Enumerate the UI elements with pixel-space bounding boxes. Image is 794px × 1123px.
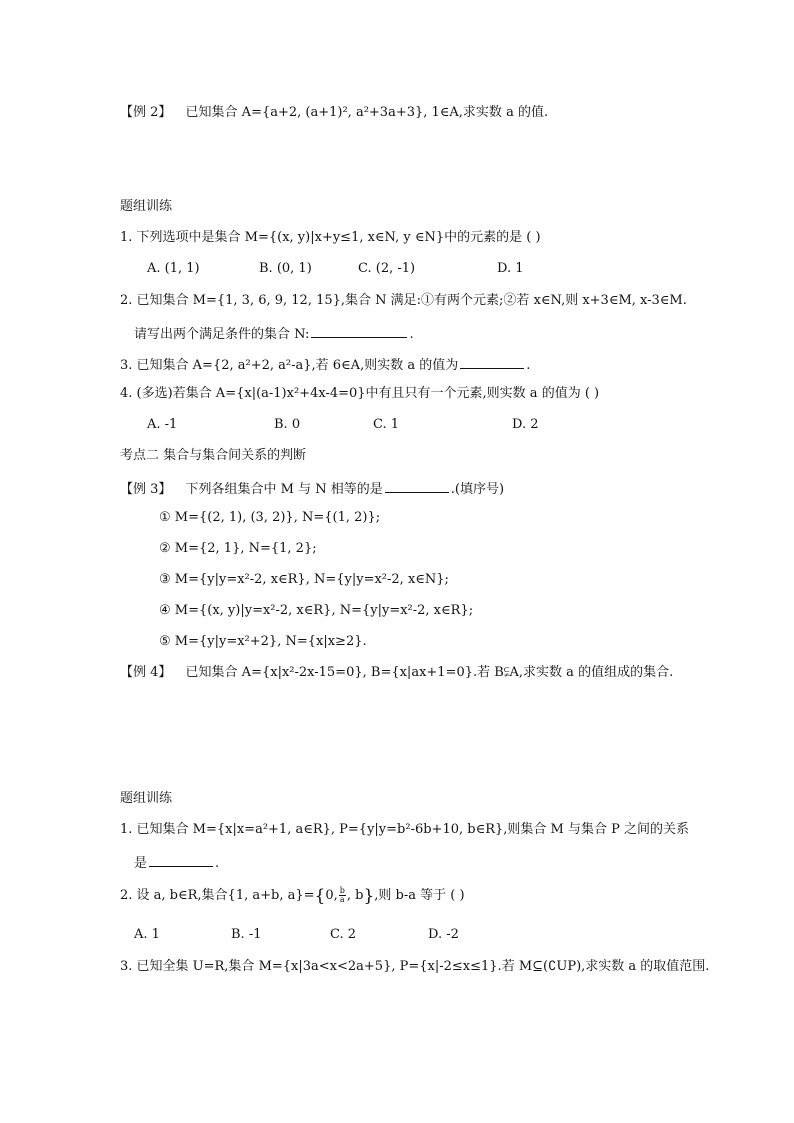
question-2-2-suffix: ,则 b-a 等于 ( ) [374,888,465,903]
example-2-text: 已知集合 A={a+2, (a+1)², a²+3a+3}, 1∈A,求实数 a 的值. [185,105,549,120]
question-1-3-text: 3. 已知集合 A={2, a²+2, a²-a},若 6∈A,则实数 a 的值为 [120,358,459,373]
example-3-item-1: ① M={(2, 1), (3, 2)}, N={(1, 2)}; [159,510,381,525]
answer-blank[interactable] [149,852,213,867]
q1-1-option-c: C. (2, -1) [358,261,416,276]
set-close-brace: } [363,886,375,906]
set-open-brace: { [314,886,326,906]
question-2-1-end: . [215,856,220,871]
example-4-label: 【例 4】 [120,665,172,680]
question-2-1-prompt: 是 [134,856,148,871]
example-2 [120,104,548,122]
q1-1-option-b: B. (0, 1) [259,261,312,276]
question-1-2-prompt: 请写出两个满足条件的集合 N: [134,327,310,342]
q1-4-option-d: D. 2 [512,417,539,432]
q1-4-option-a: A. -1 [147,417,178,432]
fraction-denominator: a [339,895,345,904]
answer-blank[interactable] [385,478,449,493]
question-2-1-line1: 1. 已知集合 M={x|x=a²+1, a∈R}, P={y|y=b²-6b+10, b∈R},则集合 M 与集合 P 之间的关系 [120,822,689,837]
set-first-element: 0, [325,888,338,903]
example-3-item-2: ② M={2, 1}, N={1, 2}; [159,541,317,556]
example-3-text: 下列各组集合中 M 与 N 相等的是 [185,482,383,497]
fraction-numerator: b [339,886,345,895]
q2-2-option-a: A. 1 [134,927,160,942]
answer-blank[interactable] [460,354,524,369]
question-1-3 [120,354,530,375]
question-2-2 [120,887,465,905]
question-2-3: 3. 已知全集 U=R,集合 M={x|3a<x<2a+5}, P={x|-2≤x≤1}.若 M⊆(∁UP),求实数 a 的取值范围. [120,959,710,974]
q1-4-option-c: C. 1 [373,417,400,432]
example-3 [120,478,504,499]
question-1-3-end: . [526,358,531,373]
q2-2-option-c: C. 2 [330,927,357,942]
question-1-2-line2 [134,323,414,344]
set-last-element: , b [346,888,364,903]
example-4 [120,664,673,682]
q1-1-option-d: D. 1 [497,261,524,276]
example-3-item-5: ⑤ M={y|y=x²+2}, N={x|x≥2}. [159,634,367,649]
question-1-2-end: . [409,327,414,342]
example-2-label: 【例 2】 [120,105,172,120]
example-3-item-4: ④ M={(x, y)|y=x²-2, x∈R}, N={y|y=x²-2, x∈R}; [159,603,474,618]
question-1-1: 1. 下列选项中是集合 M={(x, y)|x+y≤1, x∈N, y ∈N}中的元素的是 ( ) [120,230,541,245]
fraction-b-over-a [339,887,346,904]
section-2-heading: 考点二 集合与集合间关系的判断 [120,448,307,463]
q2-2-option-b: B. -1 [231,927,262,942]
question-1-4: 4. (多选)若集合 A={x|(a-1)x²+4x-4=0}中有且只有一个元素,则实数 a 的值为 ( ) [120,386,600,401]
q1-1-option-a: A. (1, 1) [147,261,200,276]
example-3-suffix: .(填序号) [450,482,505,497]
q1-4-option-b: B. 0 [274,417,301,432]
question-2-2-text: 2. 设 a, b∈R,集合{1, a+b, a}= [120,888,315,903]
example-4-text: 已知集合 A={x|x²-2x-15=0}, B={x|ax+1=0}.若 B⫋A,求实数 a 的值组成的集合. [185,665,674,680]
answer-blank[interactable] [311,323,407,338]
question-2-1-line2 [134,852,219,873]
practice-heading-1: 题组训练 [120,199,173,214]
q2-2-option-d: D. -2 [428,927,459,942]
question-1-2-line1: 2. 已知集合 M={1, 3, 6, 9, 12, 15},集合 N 满足:①有两个元素;②若 x∈N,则 x+3∈M, x-3∈M. [120,293,687,308]
example-3-item-3: ③ M={y|y=x²-2, x∈R}, N={y|y=x²-2, x∈N}; [159,572,449,587]
example-3-label: 【例 3】 [120,482,172,497]
practice-heading-2: 题组训练 [120,791,173,806]
